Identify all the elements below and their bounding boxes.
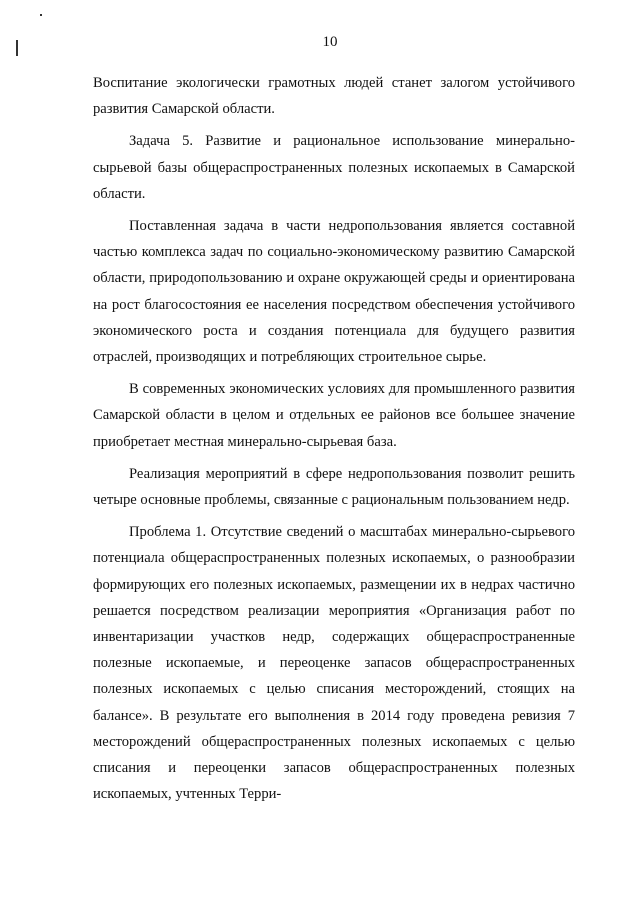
scan-artifact-top-left	[40, 14, 42, 16]
paragraph-problem-1: Проблема 1. Отсутствие сведений о масштабах минерально-сырьевого потенциала общераспространенных полезных ископаемых, о разнообразии формирующих его полезных ископаемых, размещении их в недрах частично решается посредством реализации мероприятия «Организация работ по инвентаризации участков недр, содержащих общераспространенные полезные ископаемые, и переоценке запасов общераспространенных полезных ископаемых с целью списания месторождений, стоящих на балансе». В результате его выполнения в 2014 году проведена ревизия 7 месторождений общераспространенных полезных ископаемых с целью списания и переоценки запасов общераспространенных полезных ископаемых, учтенных Терри-	[93, 524, 575, 803]
paragraph-task-scope: Поставленная задача в части недропользования является составной частью комплекса задач по социально-экономическому развитию Самарской области, природопользованию и охране окружающей среды и ориентирована на рост благосостояния ее населения посредством обеспечения устойчивого экономического роста и создания потенциала для будущего развития отраслей, производящих и потребляющих строительное сырье.	[93, 218, 575, 366]
document-body	[93, 70, 575, 807]
paragraph-measures: Реализация мероприятий в сфере недропользования позволит решить четыре основные проблемы, связанные с рациональным пользованием недр.	[93, 465, 575, 509]
paragraph-task-5: Задача 5. Развитие и рациональное использование минерально-сырьевой базы общераспространенных полезных ископаемых в Самарской области.	[93, 133, 575, 202]
page-number: 10	[322, 34, 338, 50]
paragraph-economic-conditions: В современных экономических условиях для промышленного развития Самарской области в целом и отдельных ее районов все большее значение приобретает местная минерально-сырьевая база.	[93, 381, 575, 450]
paragraph-continuation: Воспитание экологически грамотных людей станет залогом устойчивого развития Самарской области.	[93, 75, 575, 118]
